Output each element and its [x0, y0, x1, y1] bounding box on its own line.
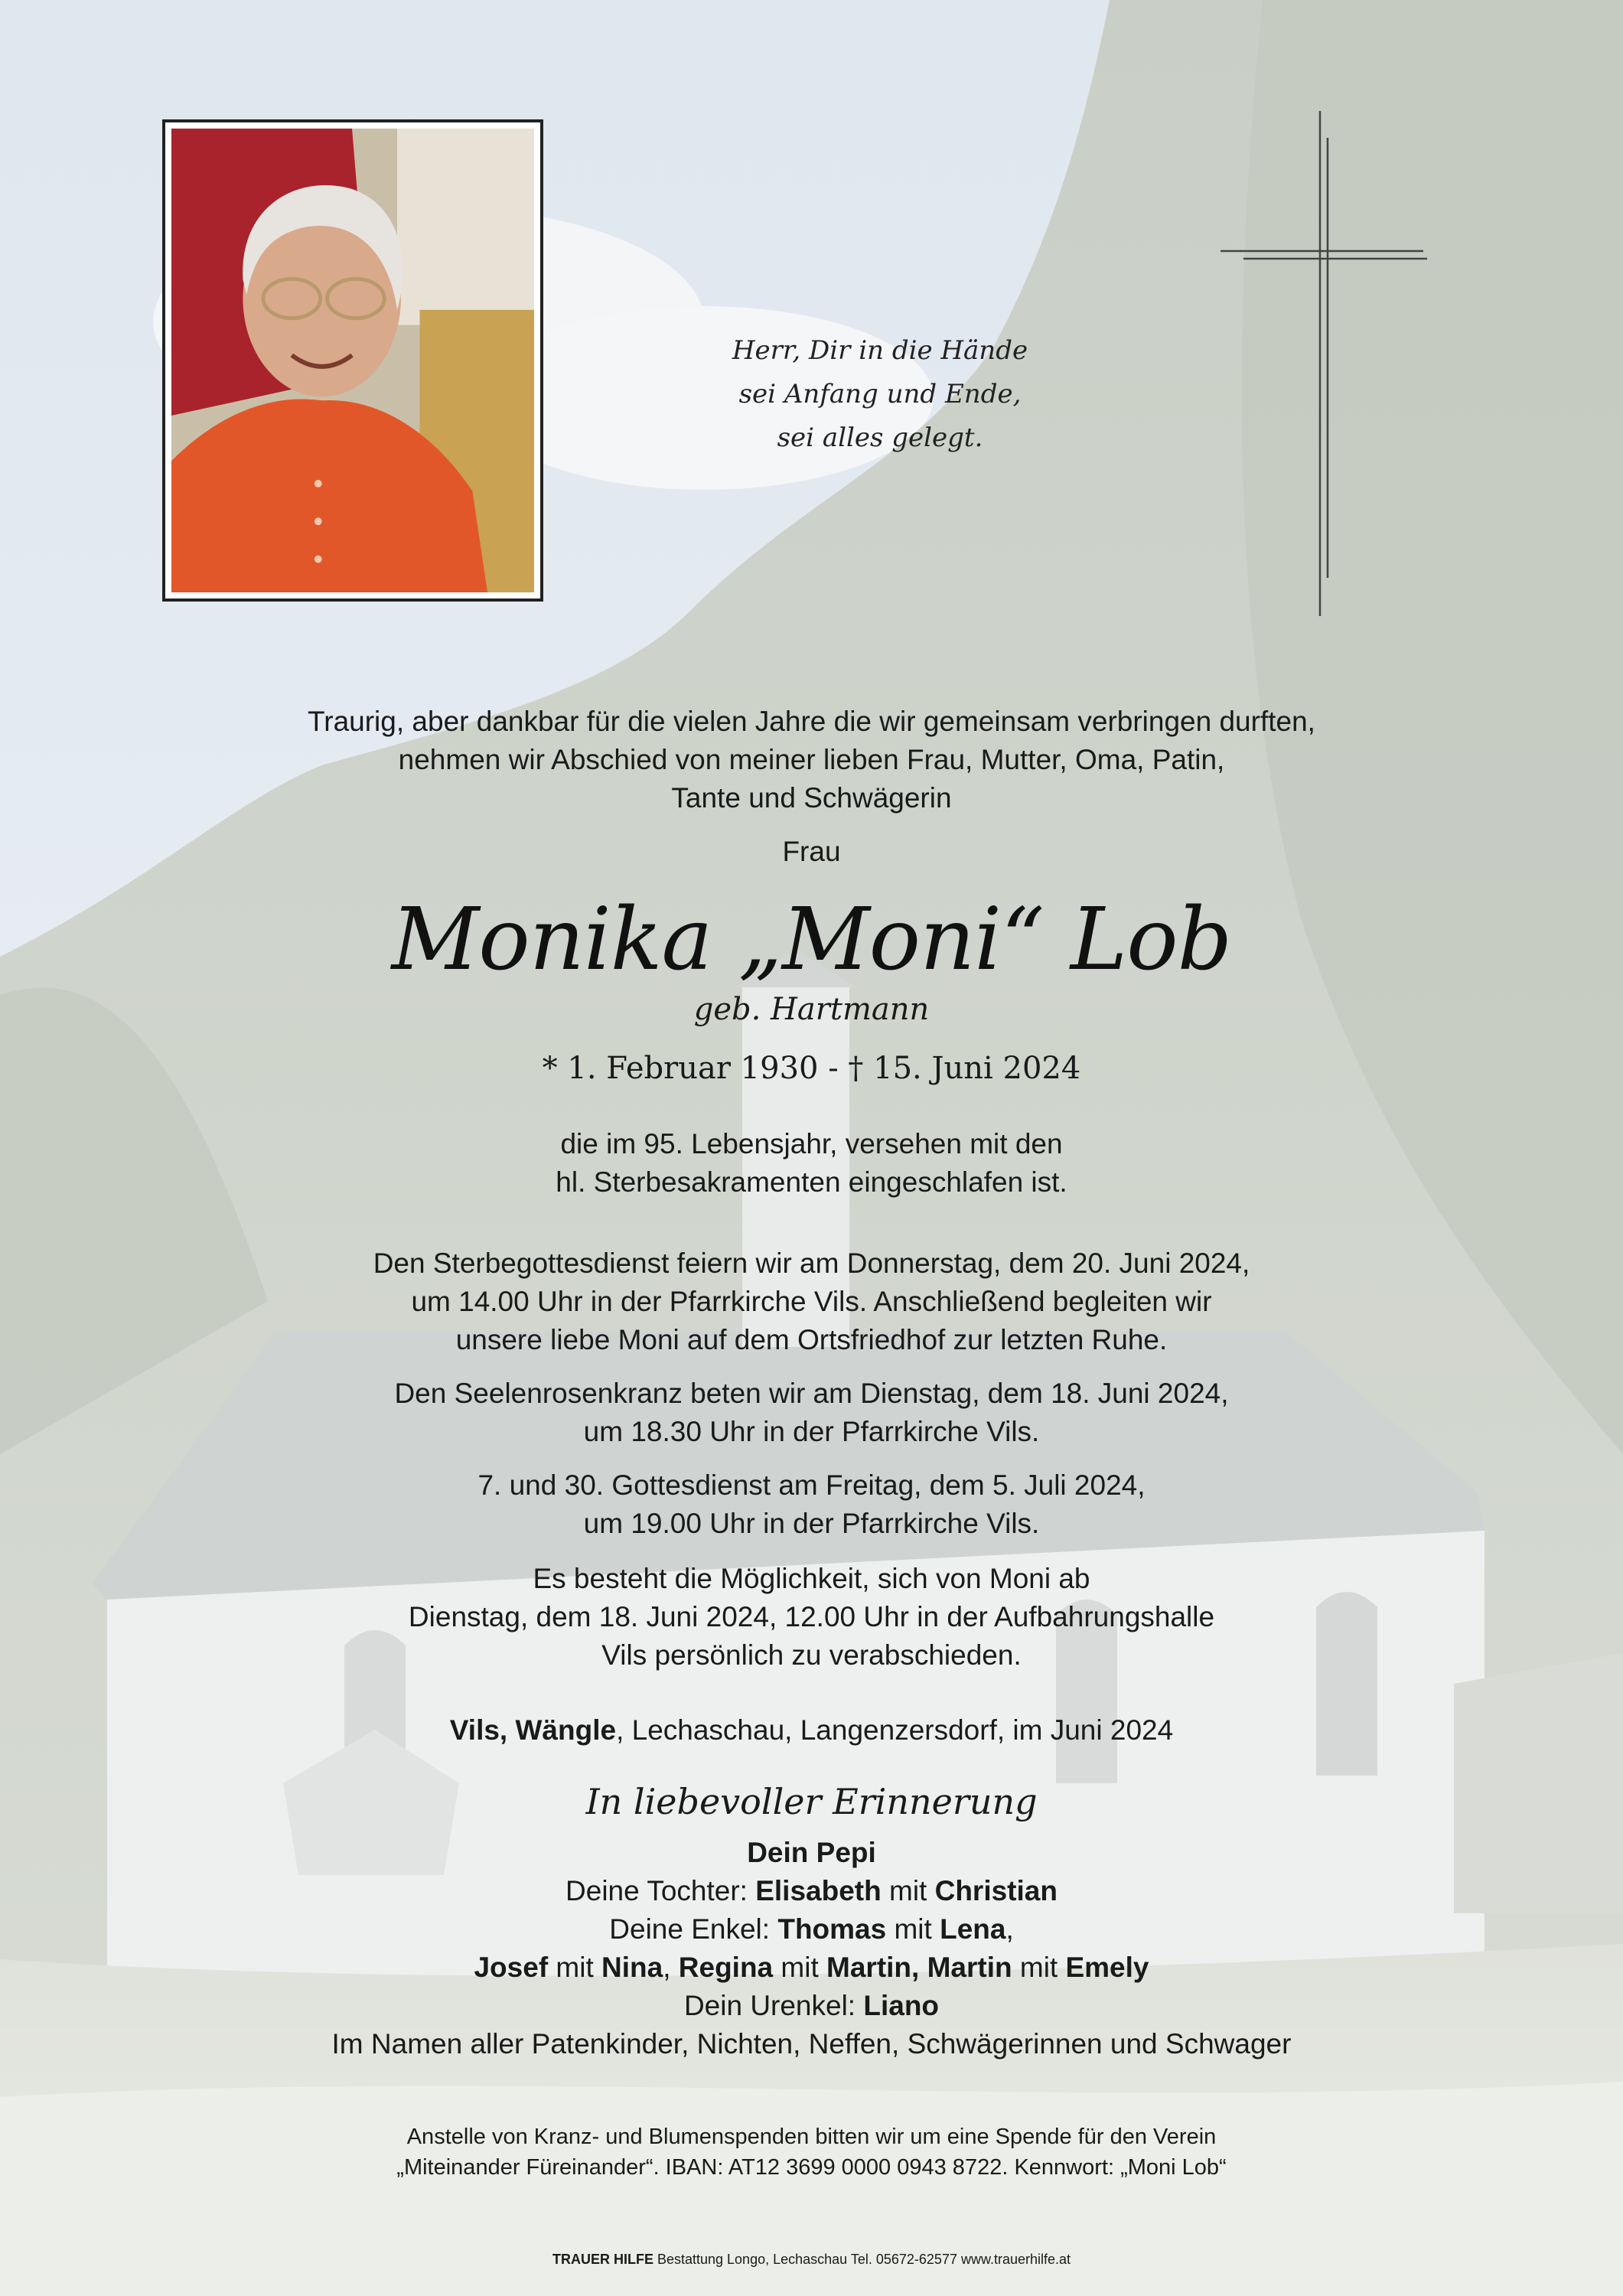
cross-icon — [1221, 111, 1427, 616]
family-name: Regina — [678, 1952, 774, 1983]
service-line: um 14.00 Uhr in der Pfarrkirche Vils. Anschließend begleiten wir — [411, 1286, 1212, 1317]
family-name: Christian — [934, 1875, 1058, 1906]
family-line — [0, 1949, 1623, 1987]
viewing-line: Vils persönlich zu verabschieden. — [601, 1639, 1022, 1671]
family-line — [0, 1910, 1623, 1949]
family-connector: , — [663, 1952, 679, 1983]
family-connector: mit — [1012, 1952, 1066, 1983]
lebensjahr-text — [0, 1125, 1623, 1202]
family-name: Dein Pepi — [747, 1837, 876, 1868]
poem-line: sei alles gelegt. — [777, 422, 983, 453]
viewing-line: Dienstag, dem 18. Juni 2024, 12.00 Uhr in der Aufbahrungshalle — [408, 1601, 1215, 1632]
family-name: Thomas — [777, 1913, 887, 1945]
place-bold: Vils, Wängle — [449, 1714, 617, 1746]
footer-brand: TRAUER HILFE — [552, 2252, 653, 2267]
family-name: Elisabeth — [755, 1875, 882, 1906]
memory-heading: In liebevoller Erinnerung — [585, 1781, 1038, 1822]
rosary-line: Den Seelenrosenkranz beten wir am Dienstag, dem 18. Juni 2024, — [394, 1378, 1229, 1409]
poem-line: sei Anfang und Ende, — [738, 379, 1022, 409]
funeral-service-text — [0, 1244, 1623, 1359]
intro-line: Traurig, aber dankbar für die vielen Jahre die wir gemeinsam verbringen durften, — [308, 706, 1315, 737]
place-rest: , Lechaschau, Langenzersdorf, im Juni 2024 — [616, 1714, 1174, 1746]
deceased-name: Monika „Moni“ Lob — [391, 890, 1232, 990]
intro-line: nehmen wir Abschied von meiner lieben Frau, Mutter, Oma, Patin, — [398, 744, 1225, 775]
memorial-mass-text — [0, 1466, 1623, 1543]
donation-line: Anstelle von Kranz- und Blumenspenden bitten wir um eine Spende für den Verein — [406, 2125, 1217, 2149]
lebensjahr-line: hl. Sterbesakramenten eingeschlafen ist. — [556, 1166, 1067, 1198]
lebensjahr-line: die im 95. Lebensjahr, versehen mit den — [560, 1128, 1063, 1159]
family-name: Martin, Martin — [826, 1952, 1012, 1983]
rosary-text — [0, 1375, 1623, 1451]
life-dates: * 1. Februar 1930 - † 15. Juni 2024 — [542, 1051, 1081, 1086]
family-connector: mit — [773, 1952, 827, 1983]
family-name: Nina — [601, 1952, 663, 1983]
family-connector: mit — [886, 1913, 940, 1945]
intro-text — [0, 703, 1623, 817]
maiden-name: geb. Hartmann — [693, 992, 930, 1027]
footer-text: Bestattung Longo, Lechaschau Tel. 05672-62577 www.trauerhilfe.at — [653, 2252, 1071, 2267]
family-connector: , — [1005, 1913, 1014, 1945]
family-name: Josef — [474, 1952, 549, 1983]
service-line: unsere liebe Moni auf dem Ortsfriedhof zur letzten Ruhe. — [455, 1324, 1168, 1355]
poem-line: Herr, Dir in die Hände — [732, 335, 1028, 366]
service-line: Den Sterbegottesdienst feiern wir am Donnerstag, dem 20. Juni 2024, — [373, 1247, 1250, 1279]
family-name: Lena — [940, 1913, 1006, 1945]
portrait-image — [171, 129, 534, 592]
family-line — [0, 1872, 1623, 1910]
poem — [673, 329, 1087, 460]
family-list — [0, 1834, 1623, 2063]
donation-note — [0, 2122, 1623, 2183]
place-date — [0, 1711, 1623, 1750]
family-name: Liano — [863, 1990, 940, 2021]
family-label: Dein Urenkel: — [683, 1990, 864, 2021]
family-connector: mit — [881, 1875, 935, 1906]
family-connector: mit — [548, 1952, 602, 1983]
viewing-line: Es besteht die Möglichkeit, sich von Moni ab — [533, 1563, 1090, 1594]
family-label: Deine Tochter: — [565, 1875, 756, 1906]
salutation: Frau — [782, 836, 841, 867]
donation-line: „Miteinander Füreinander“. IBAN: AT12 3699 0000 0943 8722. Kennwort: „Moni Lob“ — [396, 2155, 1227, 2180]
viewing-text — [0, 1560, 1623, 1675]
family-line — [0, 1987, 1623, 2025]
mass-line: um 19.00 Uhr in der Pfarrkirche Vils. — [583, 1508, 1040, 1539]
family-line — [0, 1834, 1623, 1872]
family-name: Emely — [1065, 1952, 1149, 1983]
family-line: Im Namen aller Patenkinder, Nichten, Neffen, Schwägerinnen und Schwager — [331, 2028, 1292, 2060]
family-label: Deine Enkel: — [609, 1913, 778, 1945]
rosary-line: um 18.30 Uhr in der Pfarrkirche Vils. — [583, 1416, 1040, 1447]
mass-line: 7. und 30. Gottesdienst am Freitag, dem 5. Juli 2024, — [477, 1469, 1146, 1501]
intro-line: Tante und Schwägerin — [671, 782, 952, 814]
portrait-photo — [162, 119, 543, 602]
footer-credit — [0, 2250, 1623, 2268]
